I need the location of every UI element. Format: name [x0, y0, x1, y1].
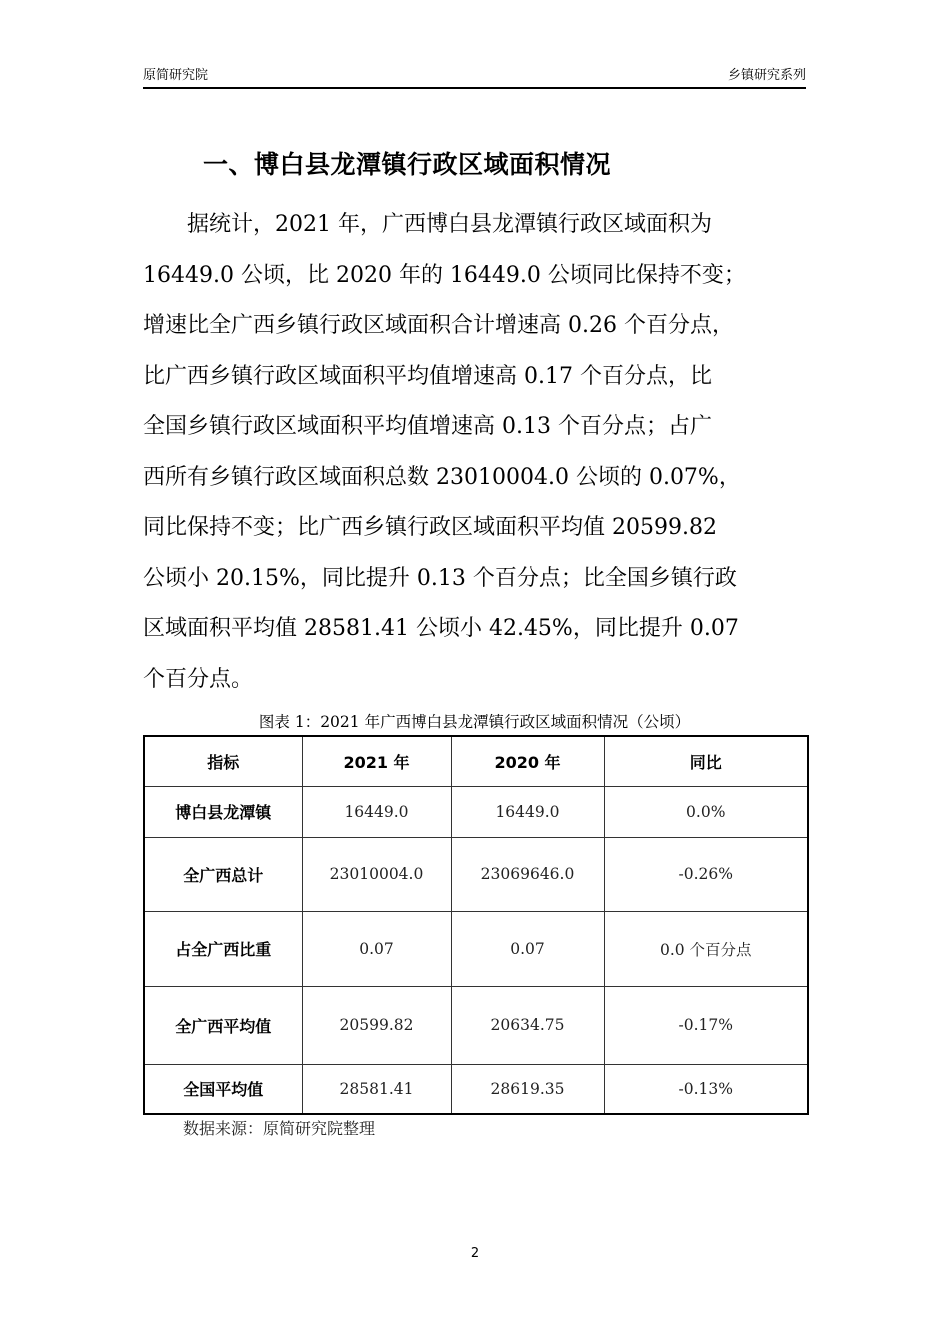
area-data-table — [143, 735, 809, 1115]
table-cell: 23069646.0 — [451, 837, 604, 911]
column-header: 同比 — [604, 736, 808, 786]
paragraph-line: 比广西乡镇行政区域面积平均值增速高 0.17 个百分点，比 — [143, 363, 712, 389]
table-row — [144, 986, 808, 1064]
column-header: 指标 — [144, 736, 302, 786]
header-series-name: 乡镇研究系列 — [727, 68, 806, 83]
page-number: 2 — [470, 1246, 480, 1261]
section-title: 一、博白县龙潭镇行政区域面积情况 — [203, 150, 612, 179]
table-cell: 16449.0 — [451, 786, 604, 837]
paragraph-line: 个百分点。 — [143, 666, 254, 692]
table-cell: 28619.35 — [451, 1064, 604, 1114]
table-cell: 28581.41 — [302, 1064, 451, 1114]
table-cell: -0.26% — [604, 837, 808, 911]
paragraph-line: 16449.0 公顷，比 2020 年的 16449.0 公顷同比保持不变； — [143, 262, 746, 288]
paragraph-line: 增速比全广西乡镇行政区域面积合计增速高 0.26 个百分点， — [143, 313, 734, 338]
table-cell: 0.07 — [302, 911, 451, 986]
data-source-note: 数据来源：原简研究院整理 — [183, 1119, 376, 1138]
row-label: 全国平均值 — [144, 1064, 302, 1114]
column-header: 2021 年 — [302, 736, 451, 786]
page-header — [143, 66, 806, 89]
paragraph-line: 公顷小 20.15%，同比提升 0.13 个百分点；比全国乡镇行政 — [143, 565, 737, 591]
table-row — [144, 911, 808, 986]
table-cell: 0.0% — [604, 786, 808, 837]
paragraph-line: 区域面积平均值 28581.41 公顷小 42.45%，同比提升 0.07 — [143, 616, 739, 641]
table-row — [144, 786, 808, 837]
row-label: 博白县龙潭镇 — [144, 786, 302, 837]
table-cell: 0.07 — [451, 911, 604, 986]
table-row — [144, 1064, 808, 1114]
table-cell: 20634.75 — [451, 986, 604, 1064]
table-cell: 23010004.0 — [302, 837, 451, 911]
header-org-name: 原简研究院 — [143, 68, 209, 83]
table-caption: 图表 1：2021 年广西博白县龙潭镇行政区域面积情况（公顷） — [258, 713, 691, 731]
paragraph-line: 西所有乡镇行政区域面积总数 23010004.0 公顷的 0.07%， — [143, 464, 741, 490]
paragraph-line: 据统计，2021 年，广西博白县龙潭镇行政区域面积为 — [143, 212, 712, 237]
paragraph-line: 全国乡镇行政区域面积平均值增速高 0.13 个百分点；占广 — [143, 414, 712, 439]
table-cell: 0.0 个百分点 — [604, 911, 808, 986]
paragraph-line: 同比保持不变；比广西乡镇行政区域面积平均值 20599.82 — [143, 515, 717, 540]
row-label: 全广西平均值 — [144, 986, 302, 1064]
table-cell: -0.17% — [604, 986, 808, 1064]
table-cell: 20599.82 — [302, 986, 451, 1064]
column-header: 2020 年 — [451, 736, 604, 786]
row-label: 占全广西比重 — [144, 911, 302, 986]
body-paragraph — [143, 200, 808, 705]
row-label: 全广西总计 — [144, 837, 302, 911]
table-row — [144, 837, 808, 911]
table-cell: 16449.0 — [302, 786, 451, 837]
table-header-row — [144, 736, 808, 786]
table-cell: -0.13% — [604, 1064, 808, 1114]
